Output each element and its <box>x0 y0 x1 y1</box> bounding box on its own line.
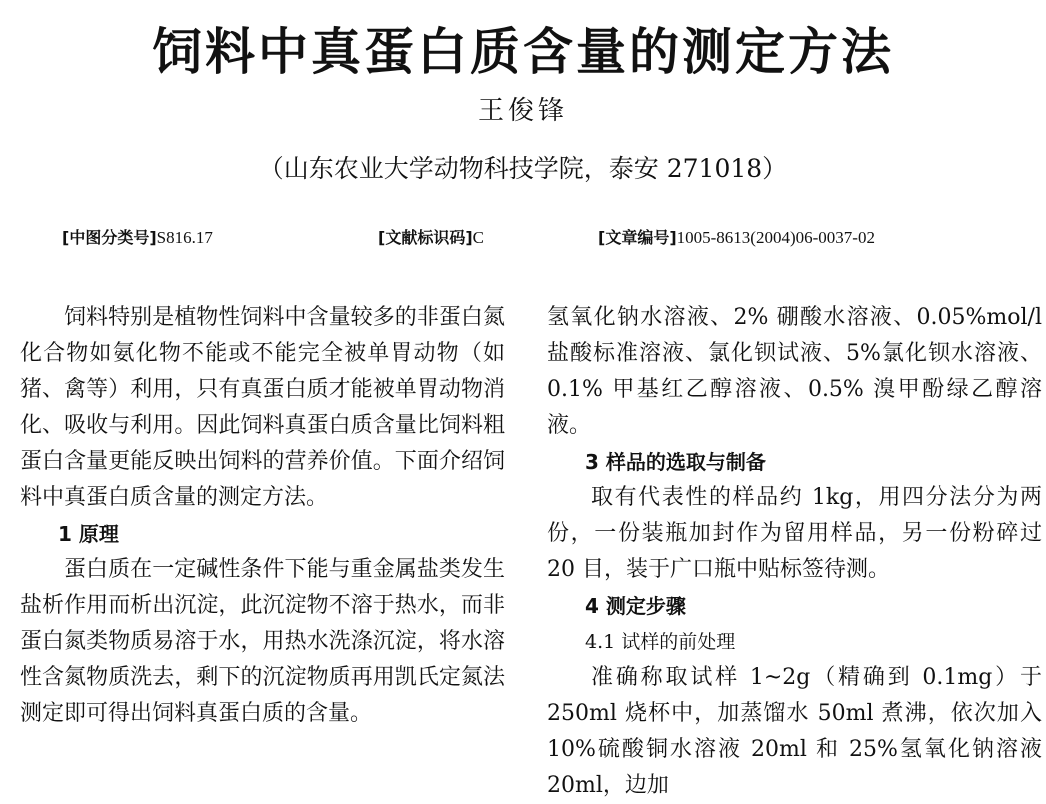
section-heading-sample: 3 样品的选取与制备 <box>585 450 766 474</box>
clc-key: [中图分类号] <box>62 228 157 247</box>
section-heading-principle: 1 原理 <box>58 522 119 546</box>
article-number <box>598 226 875 250</box>
right-column <box>547 300 1042 804</box>
reagents-paragraph: 氢氧化钠水溶液、2% 硼酸水溶液、0.05%mol/l 盐酸标准溶液、氯化钡试液、5%氯化钡水溶液、0.1% 甲基红乙醇溶液、0.5% 溴甲酚绿乙醇溶液。 <box>547 305 1042 438</box>
author-name: 王俊锋 <box>477 96 568 126</box>
art-key: [文章编号] <box>598 228 677 247</box>
art-value: 1005-8613(2004)06-0037-02 <box>676 228 875 247</box>
document-code <box>378 226 484 250</box>
subsection-heading-pretreatment: 4.1 试样的前处理 <box>585 631 736 653</box>
doc-value: C <box>472 228 484 247</box>
principle-paragraph: 蛋白质在一定碱性条件下能与重金属盐类发生盐析作用而析出沉淀，此沉淀物不溶于热水，而非蛋白氮类物质易溶于水，用热水洗涤沉淀，将水溶性含氮物质洗去，剩下的沉淀物质再用凯氏定氮法测定即可得出饲料真蛋白质的含量。 <box>20 557 505 726</box>
paper-title: 饲料中真蛋白质含量的测定方法 <box>152 23 894 81</box>
author-affiliation: （山东农业大学动物科技学院，泰安 271018） <box>258 154 788 183</box>
sample-paragraph: 取有代表性的样品约 1kg，用四分法分为两份，一份装瓶加封作为留用样品，另一份粉碎过 20 目，装于广口瓶中贴标签待测。 <box>547 485 1042 582</box>
clc-number <box>62 226 213 250</box>
clc-value: S816.17 <box>156 228 213 247</box>
pretreatment-paragraph: 准确称取试样 1~2g（精确到 0.1mg）于 250ml 烧杯中，加蒸馏水 50ml 煮沸，依次加入 10%硫酸铜水溶液 20ml 和 25%氢氧化钠溶液 20ml，边加 <box>547 665 1042 798</box>
left-column <box>20 300 505 732</box>
section-heading-steps: 4 测定步骤 <box>585 594 686 618</box>
doc-key: [文献标识码] <box>378 228 473 247</box>
intro-paragraph: 饲料特别是植物性饲料中含量较多的非蛋白氮化合物如氨化物不能或不能完全被单胃动物（如猪、禽等）利用，只有真蛋白质才能被单胃动物消化、吸收与利用。因此饲料真蛋白质含量比饲料粗蛋白含量更能反映出饲料的营养价值。下面介绍饲料中真蛋白质含量的测定方法。 <box>20 305 505 510</box>
